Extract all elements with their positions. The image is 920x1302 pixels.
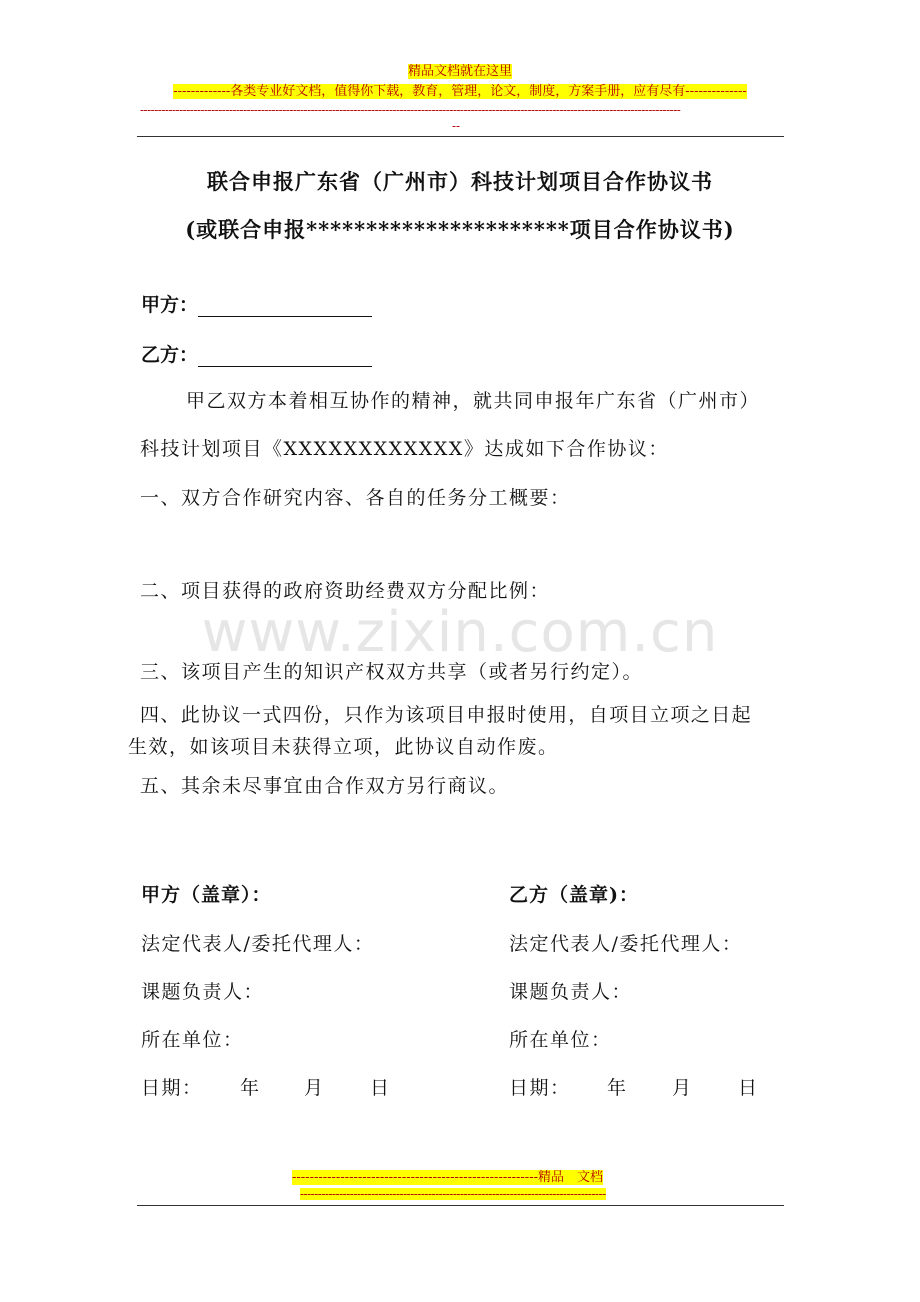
footer-rule	[137, 1205, 784, 1206]
clause-2: 二、项目获得的政府资助经费双方分配比例：	[140, 580, 551, 602]
footer-banner	[292, 1170, 603, 1186]
party-b-date-day: 日	[738, 1077, 759, 1099]
party-a-date-year: 年	[240, 1077, 261, 1099]
party-b-project-leader-label: 课题负责人：	[509, 981, 633, 1003]
party-b-label: 乙方：	[141, 344, 199, 366]
party-a-project-leader-label: 课题负责人：	[141, 981, 265, 1003]
party-b-date-year: 年	[607, 1077, 628, 1099]
party-b-blank-line	[198, 346, 372, 367]
header-banner-title	[0, 64, 920, 80]
clause-1: 一、双方合作研究内容、各自的任务分工概要：	[140, 487, 571, 509]
footer-line1: --------------------------------------------------------精品 文档	[292, 1170, 603, 1185]
intro-paragraph-line1: 甲乙双方本着相互协作的精神，就共同申报年广东省（广州市）	[186, 390, 761, 412]
party-a-label: 甲方：	[141, 294, 199, 316]
footer-line2: --------------------------------------------------------------------------------------	[300, 1188, 606, 1200]
party-a-field	[141, 290, 372, 317]
party-b-representative-label: 法定代表人/委托代理人：	[509, 933, 743, 955]
header-banner-tagline	[0, 84, 920, 100]
party-a-unit-label: 所在单位：	[141, 1029, 244, 1051]
party-a-blank-line	[198, 296, 372, 317]
party-b-date-label: 日期：	[509, 1077, 571, 1099]
watermark: www.zixin.com.cn	[201, 600, 719, 665]
party-b-unit-label: 所在单位：	[509, 1029, 612, 1051]
header-line2: -------------各类专业好文档，值得你下载，教育，管理，论文，制度，方案手册，应有尽有--------------	[173, 84, 747, 99]
clause-3: 三、该项目产生的知识产权双方共享（或者另行约定）。	[140, 661, 644, 683]
party-b-date-month: 月	[672, 1077, 693, 1099]
document-subtitle: (或联合申报**********************项目合作协议书)	[185, 217, 735, 242]
header-dash-tail: --	[452, 119, 461, 133]
party-a-date-day: 日	[370, 1077, 391, 1099]
party-a-date-month: 月	[304, 1077, 325, 1099]
party-a-seal-label: 甲方（盖章）：	[141, 884, 272, 906]
header-dash-line: --------------------------------------------------------------------------------------------------------------------------------------------------------	[140, 104, 681, 116]
document-title: 联合申报广东省（广州市）科技计划项目合作协议书	[207, 169, 713, 194]
clause-5: 五、其余未尽事宜由合作双方另行商议。	[140, 775, 510, 797]
intro-paragraph-line2: 科技计划项目《XXXXXXXXXXXX》达成如下合作协议：	[140, 438, 669, 460]
party-a-date-label: 日期：	[141, 1077, 203, 1099]
clause-4-line2: 生效，如该项目未获得立项，此协议自动作废。	[128, 736, 559, 758]
party-b-seal-label: 乙方（盖章)：	[509, 884, 639, 906]
header-line1: 精品文档就在这里	[407, 64, 512, 79]
footer-dash-wrap	[300, 1188, 620, 1200]
header-rule	[137, 136, 784, 137]
clause-4-line1: 四、此协议一式四份，只作为该项目申报时使用，自项目立项之日起	[140, 704, 753, 726]
party-a-representative-label: 法定代表人/委托代理人：	[141, 933, 375, 955]
party-b-field	[141, 340, 372, 367]
